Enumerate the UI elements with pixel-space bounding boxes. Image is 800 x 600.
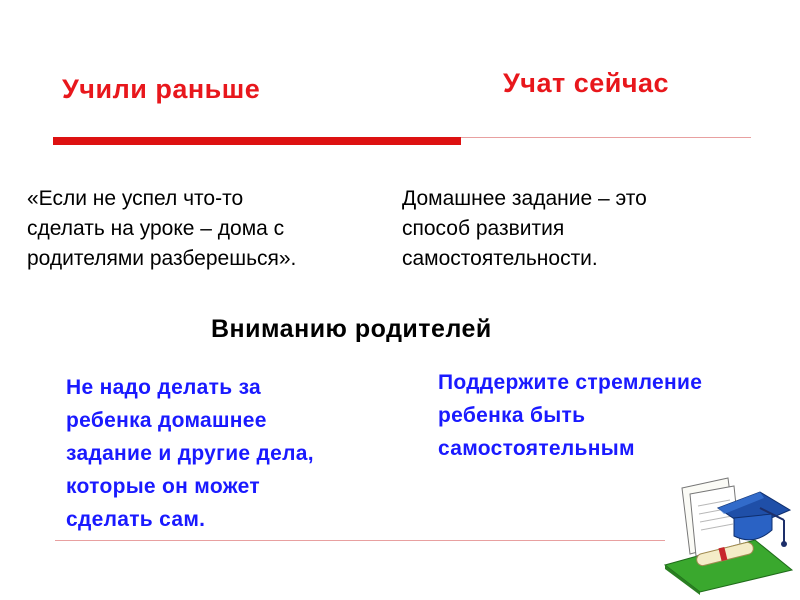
bottom-divider [55, 540, 665, 541]
center-title: Вниманию родителей [211, 315, 492, 343]
left-heading: Учили раньше [62, 74, 261, 104]
right-heading: Учат сейчас [503, 68, 670, 98]
graduation-cap-diploma-icon [660, 470, 795, 595]
right-text: Домашнее задание – это способ развития самостоятельности. [402, 187, 647, 270]
divider-thick [53, 137, 461, 145]
right-advice: Поддержите стремление ребенка быть самостоятельным [438, 371, 703, 460]
left-advice: Не надо делать за ребенка домашнее задание и другие дела, которые он может сделать сам. [66, 376, 314, 531]
divider-thin [461, 137, 751, 138]
left-quote: «Если не успел что-то сделать на уроке – дома с родителями разберешься». [27, 187, 297, 270]
